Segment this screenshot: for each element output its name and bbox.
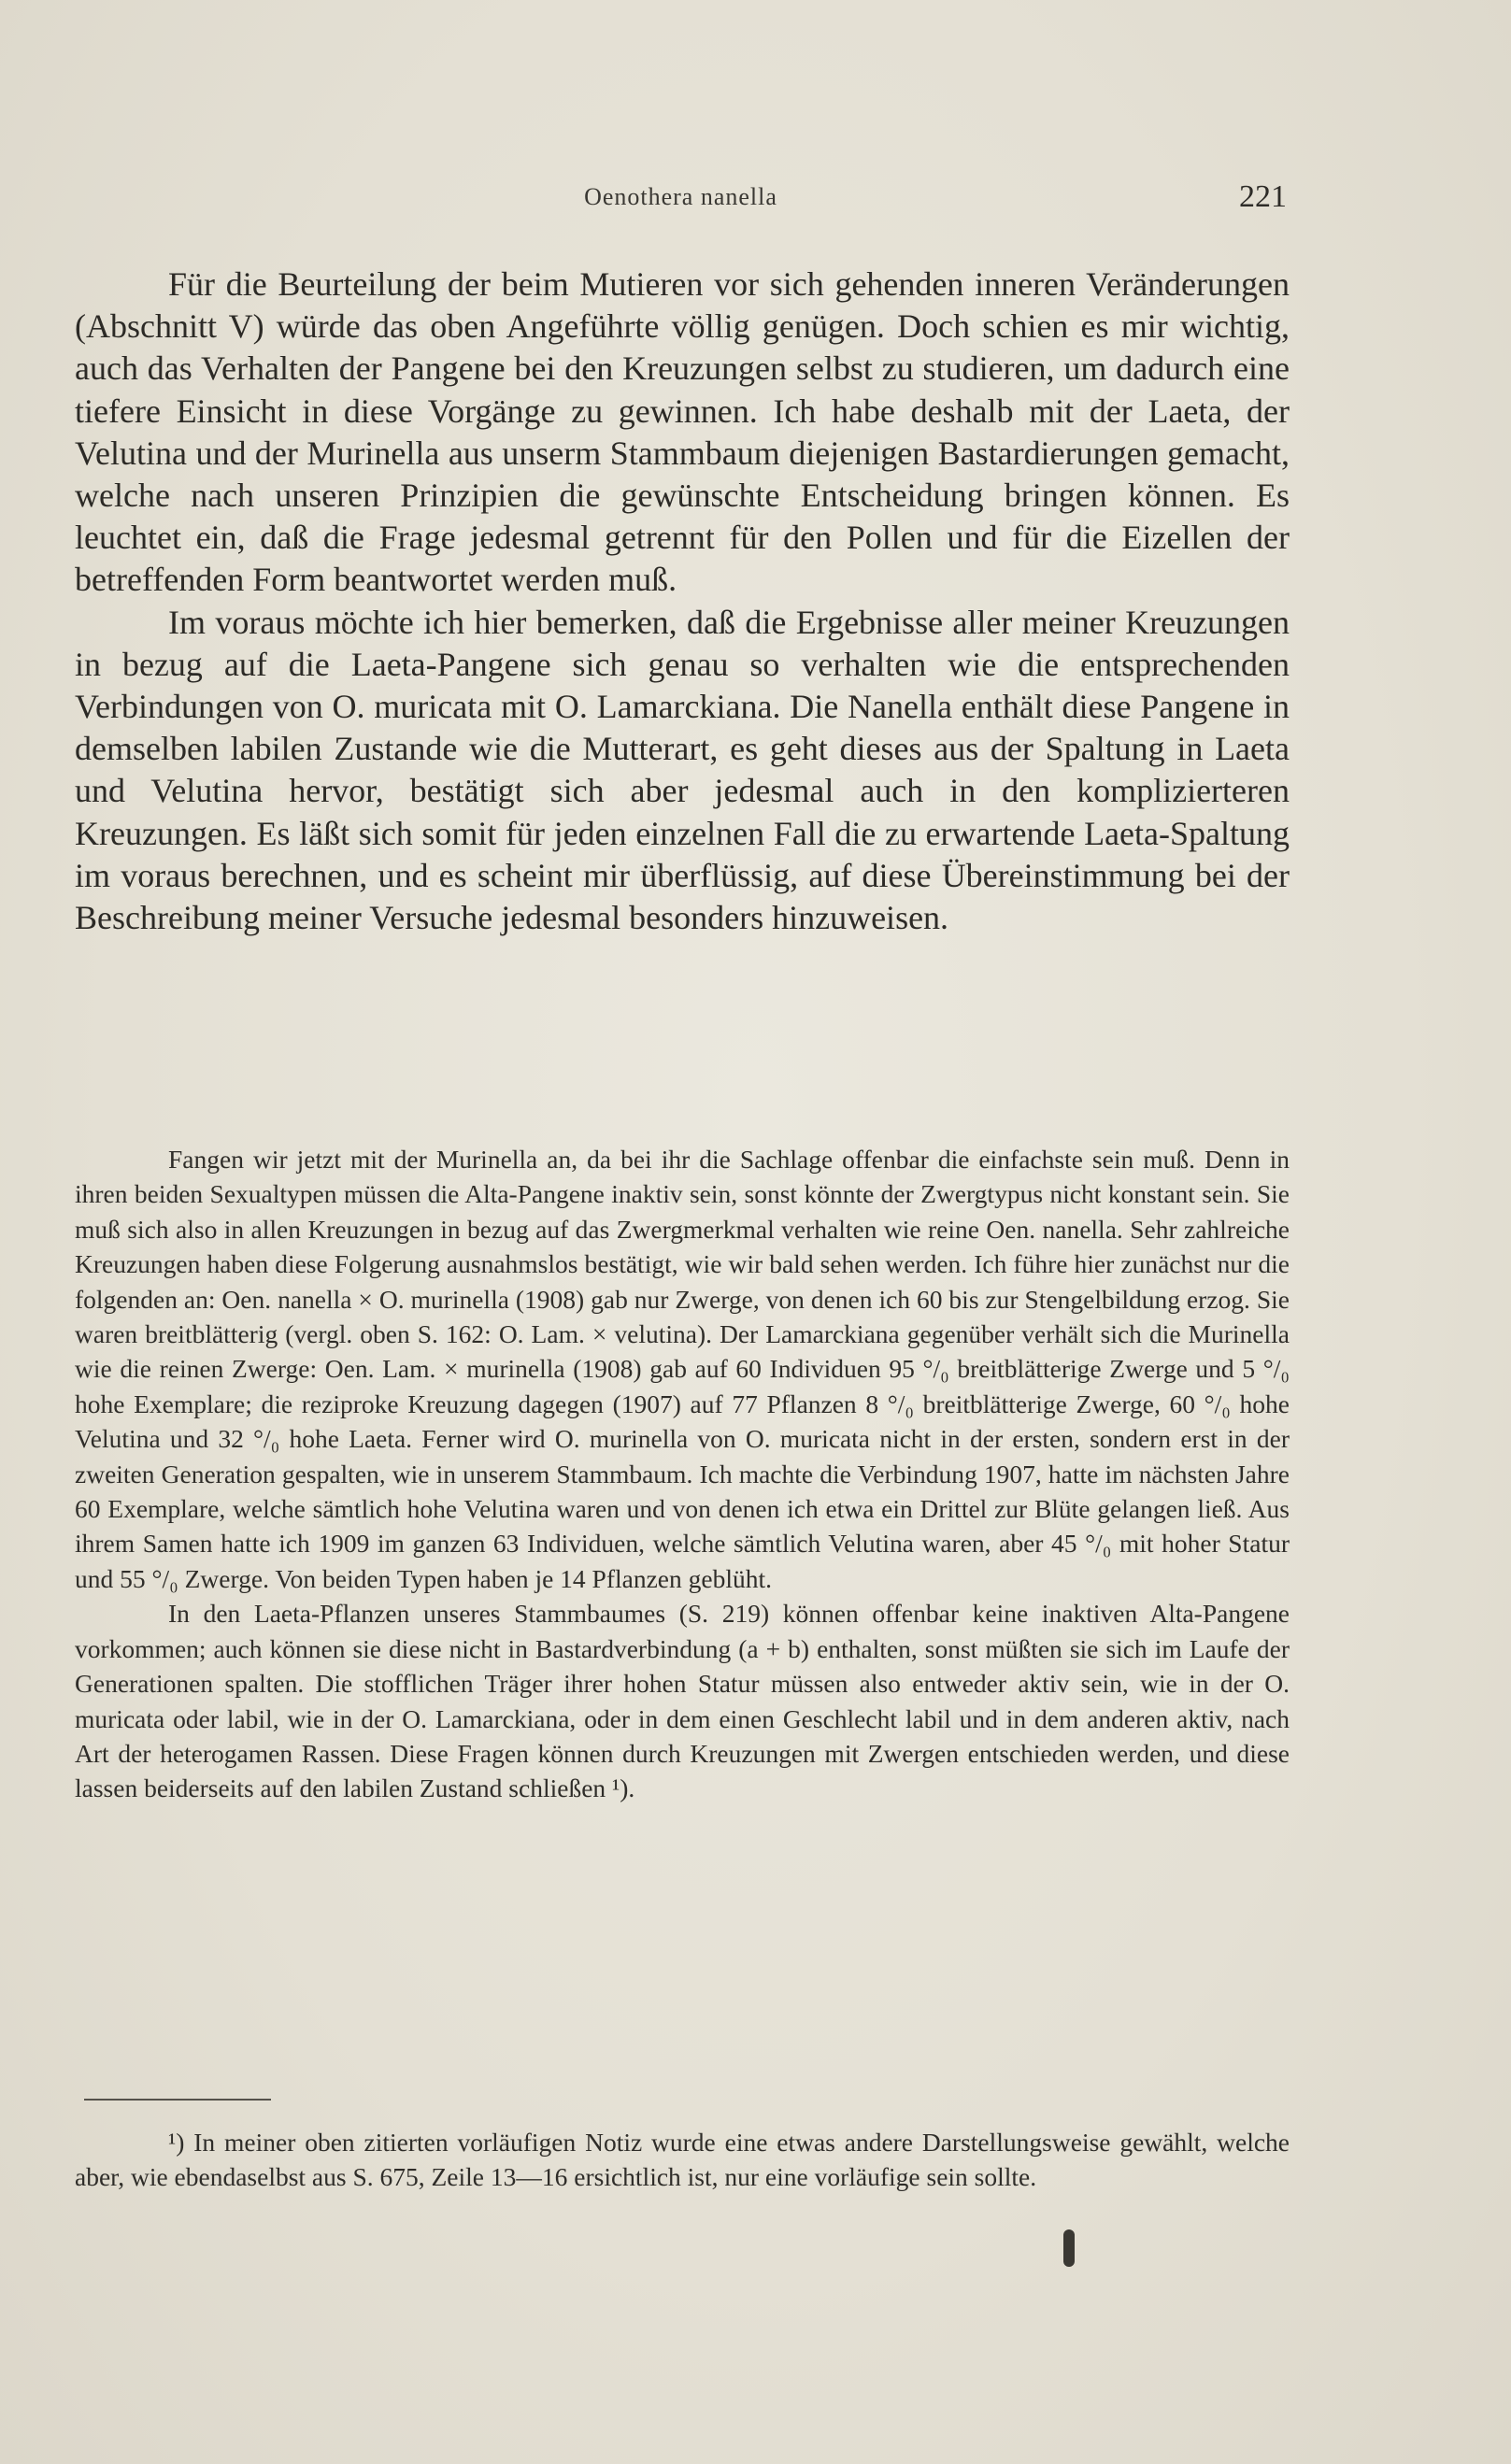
main-paragraph-2: Im voraus möchte ich hier bemerken, daß die Ergebnisse aller meiner Kreuzungen in bezug auf die Laeta-Pangene sich genau so verhalten wie die entsprechenden Verbindungen von O. muricata mit O. Lamarckiana. Die Nanella enthält diese Pangene in demselben labilen Zustande wie die Mutterart, es geht dieses aus der Spaltung in Laeta und Velutina hervor, bestätigt sich aber jedesmal auch in den komplizierteren Kreuzungen. Es läßt sich somit für jeden einzelnen Fall die zu erwartende Laeta-Spaltung im voraus berechnen, und es scheint mir überflüssig, auf diese Übereinstimmung bei der Beschreibung meiner Versuche jedesmal besonders hinzuweisen. — [75, 603, 1290, 937]
footnote-divider — [84, 2099, 271, 2101]
main-paragraph-1: Für die Beurteilung der beim Mutieren vor sich gehenden inneren Veränderungen (Abschnitt V) würde das oben Angeführte völlig genügen. Doch schien es mir wichtig, auch das Verhalten der Pangene bei den Kreuzungen selbst zu studieren, um dadurch eine tiefere Einsicht in diese Vorgänge zu gewinnen. Ich habe deshalb mit der Laeta, der Velutina und der Murinella aus unserm Stammbaum diejenigen Bastardierungen gemacht, welche nach unseren Prinzipien die gewünschte Entscheidung bringen können. Es leuchtet ein, daß die Frage jedesmal getrennt für den Pollen und für die Eizellen der betreffenden Form beantwortet werden muß. — [75, 265, 1290, 599]
running-title: Oenothera nanella — [584, 183, 777, 210]
small-paragraph-2: In den Laeta-Pflanzen unseres Stammbaumes (S. 219) können offenbar keine inaktiven Alta-Pangene vorkommen; auch können sie diese nicht in Bastardverbindung (a + b) enthalten, sonst müßten sie sich im Laufe der Generationen spalten. Die stofflichen Träger ihrer hohen Statur müssen also entweder aktiv sein, wie in der O. muricata oder labil, wie in der O. Lamarckiana, oder in dem einen Geschlecht labil und in dem anderen aktiv, nach Art der heterogamen Rassen. Diese Fragen können durch Kreuzungen mit Zwergen entschieden werden, und diese lassen beiderseits auf den labilen Zustand schließen ¹). — [75, 1599, 1290, 1803]
main-text — [75, 263, 1290, 939]
footnote: ¹) In meiner oben zitierten vorläufigen Notiz wurde eine etwas andere Darstellungsweise gewählt, welche aber, wie ebendaselbst aus S. 675, Zeile 13—16 ersichtlich ist, nur eine vorläufige sein sollte. — [75, 2128, 1290, 2191]
page-number: 221 — [1239, 179, 1287, 214]
page-header — [75, 179, 1287, 230]
small-print-section — [75, 1142, 1290, 1806]
ink-blot — [1063, 2229, 1075, 2267]
small-paragraph-1: Fangen wir jetzt mit der Murinella an, da bei ihr die Sachlage offenbar die einfachste sein muß. Denn in ihren beiden Sexualtypen müssen die Alta-Pangene inaktiv sein, sonst könnte der Zwergtypus nicht konstant sein. Sie muß sich also in allen Kreuzungen in bezug auf das Zwergmerkmal verhalten wie reine Oen. nanella. Sehr zahlreiche Kreuzungen haben diese Folgerung ausnahmslos bestätigt, wie wir bald sehen werden. Ich führe hier zunächst nur die folgenden an: Oen. nanella × O. murinella (1908) gab nur Zwerge, von denen ich 60 bis zur Stengelbildung erzog. Sie waren breitblätterig (vergl. oben S. 162: O. Lam. × velutina). Der Lamarckiana gegenüber verhält sich die Murinella wie die reinen Zwerge: Oen. Lam. × murinella (1908) gab auf 60 Individuen 95 °/₀ breitblätterige Zwerge und 5 °/₀ hohe Exemplare; die reziproke Kreuzung dagegen (1907) auf 77 Pflanzen 8 °/₀ breitblätterige Zwerge, 60 °/₀ hohe Velutina und 32 °/₀ hohe Laeta. Ferner wird O. murinella von O. muricata nicht in der ersten, sondern erst in der zweiten Generation gespalten, wie in unserem Stammbaum. Ich machte die Verbindung 1907, hatte im nächsten Jahre 60 Exemplare, welche sämtlich hohe Velutina waren und von denen ich etwa ein Drittel zur Blüte gelangen ließ. Aus ihrem Samen hatte ich 1909 im ganzen 63 Individuen, welche sämtlich Velutina waren, aber 45 °/₀ mit hoher Statur und 55 °/₀ Zwerge. Von beiden Typen haben je 14 Pflanzen geblüht. — [75, 1145, 1290, 1593]
